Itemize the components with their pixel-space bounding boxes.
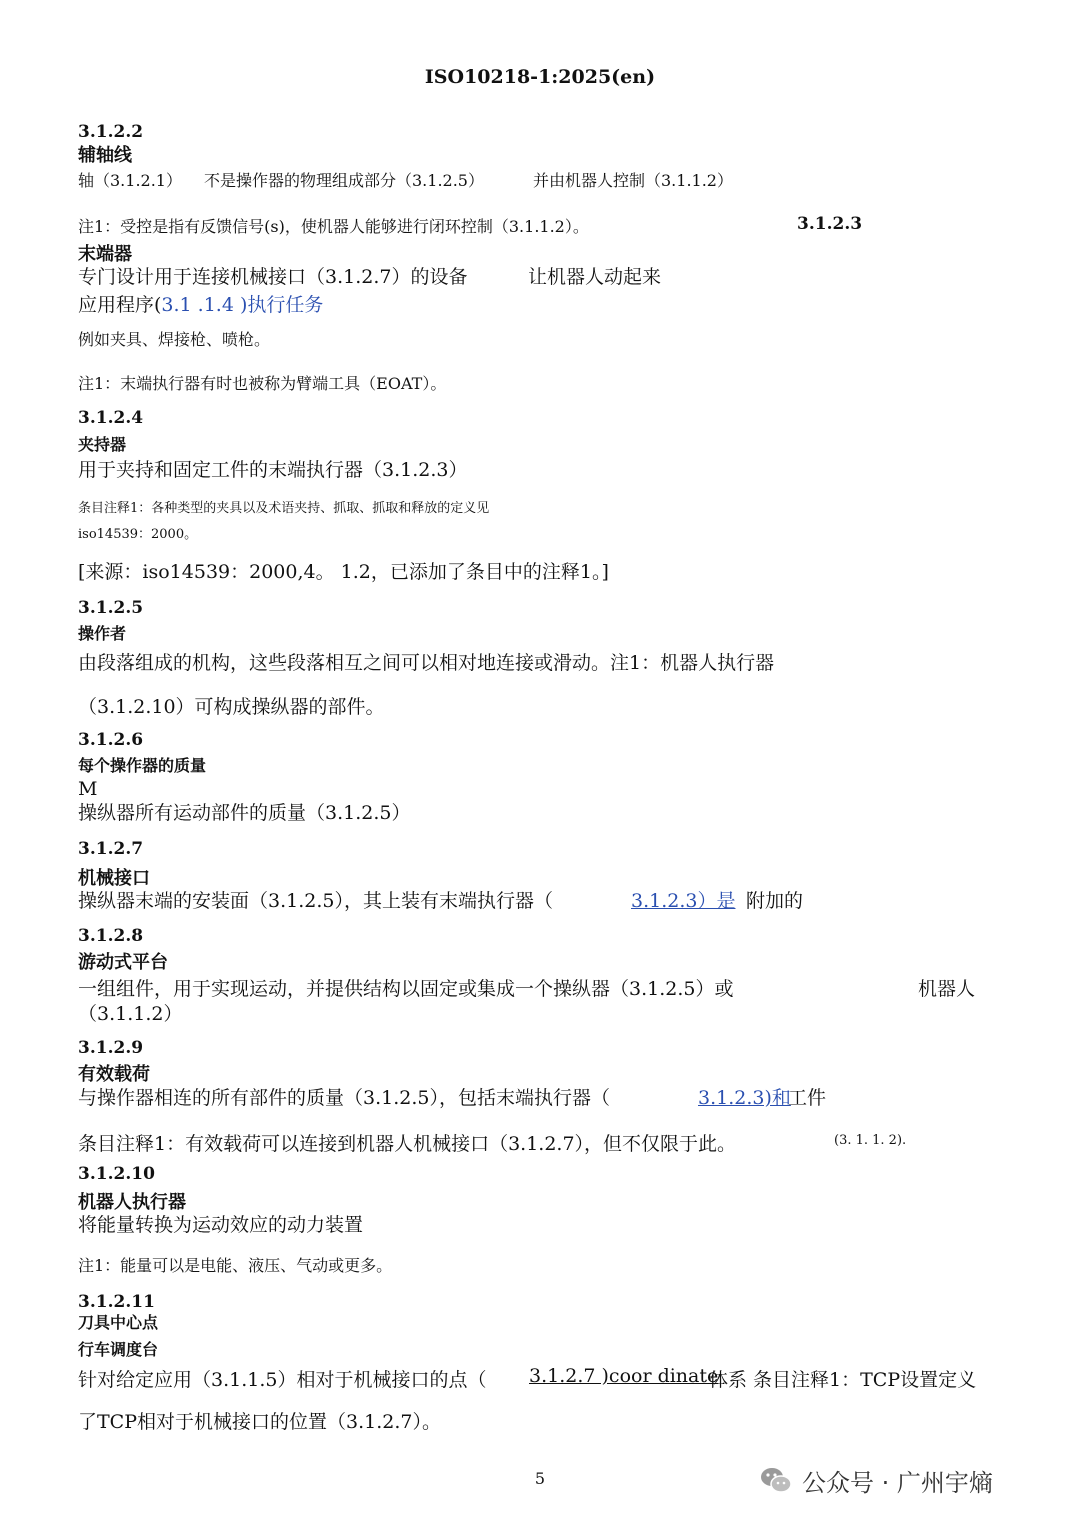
note: 注1：受控是指有反馈信号(s)，使机器人能够进行闭环控制（3.1.1.2）。	[78, 217, 589, 236]
definition-part: 并由机器人控制（3.1.1.2）	[533, 171, 733, 190]
symbol: M	[78, 778, 98, 800]
reference-link[interactable]: 3.1.2.3)和	[698, 1087, 791, 1109]
definition-continued: （3.1.1.2）	[78, 1003, 183, 1025]
reference-link[interactable]: 3.1.2.7 )coor dinate	[529, 1365, 719, 1387]
reference-link[interactable]: 3.1.2.3）是	[631, 890, 736, 912]
note: 注1：末端执行器有时也被称为臂端工具（EOAT）。	[78, 374, 447, 393]
definition-continued: （3.1.2.10）可构成操纵器的部件。	[78, 696, 385, 718]
clause-number: 3.1.2.2	[78, 122, 144, 142]
clause-number: 3.1.2.11	[78, 1292, 155, 1312]
note-reference: (3. 1. 1. 2).	[834, 1133, 907, 1148]
example: 例如夹具、焊接枪、喷枪。	[78, 330, 271, 349]
watermark-text: 公众号 · 广州宇熵	[802, 1468, 993, 1497]
term-title: 有效载荷	[78, 1064, 150, 1085]
document-header: ISO10218-1:2025(en)	[424, 66, 656, 88]
definition-part: 机器人	[918, 978, 976, 1000]
definition-part: 与操作器相连的所有部件的质量（3.1.2.5），包括末端执行器（	[78, 1087, 610, 1109]
note-line: 条目注释1：各种类型的夹具以及术语夹持、抓取、抓取和释放的定义见	[78, 501, 490, 516]
note: 条目注释1：有效载荷可以连接到机器人机械接口（3.1.2.7），但不仅限于此。	[78, 1133, 737, 1155]
term-title: 操作者	[78, 624, 127, 643]
definition-text: 应用程序(	[78, 294, 162, 316]
definition-part: 操纵器末端的安装面（3.1.2.5），其上装有末端执行器（	[78, 890, 553, 912]
watermark	[758, 1462, 993, 1498]
term-title: 刀具中心点	[78, 1313, 159, 1332]
note-line: iso14539：2000。	[78, 527, 198, 542]
definition-part: 专门设计用于连接机械接口（3.1.2.7）的设备	[78, 266, 468, 288]
source: [来源：iso14539：2000,4。 1.2，已添加了条目中的注释1。]	[78, 561, 609, 583]
definition: 操纵器所有运动部件的质量（3.1.2.5）	[78, 802, 411, 824]
term-title: 末端器	[78, 244, 132, 265]
clause-number: 3.1.2.6	[78, 730, 144, 750]
definition-part: 附加的	[746, 890, 804, 912]
clause-number: 3.1.2.5	[78, 598, 144, 618]
definition-part: 让机器人动起来	[528, 266, 662, 288]
term-title: 机械接口	[78, 868, 150, 889]
term-title: 夹持器	[78, 435, 127, 454]
clause-number: 3.1.2.4	[78, 408, 144, 428]
definition-part: 一组组件，用于实现运动，并提供结构以固定或集成一个操纵器（3.1.2.5）或	[78, 978, 734, 1000]
clause-number: 3.1.2.7	[78, 839, 144, 859]
definition-line	[78, 290, 323, 317]
definition: 将能量转换为运动效应的动力装置	[78, 1214, 364, 1236]
wechat-icon	[758, 1462, 794, 1498]
note: 注1：能量可以是电能、液压、气动或更多。	[78, 1256, 393, 1275]
term-title: 机器人执行器	[78, 1192, 186, 1213]
definition-part: 体系 条目注释1：TCP设置定义	[709, 1369, 977, 1391]
definition-continued: 了TCP相对于机械接口的位置（3.1.2.7）。	[78, 1411, 441, 1433]
term-title: 辅轴线	[78, 145, 132, 166]
clause-number: 3.1.2.9	[78, 1038, 144, 1058]
reference-link[interactable]: 3.1 .1.4 )执行任务	[161, 294, 324, 316]
term-title: 游动式平台	[78, 952, 168, 973]
term-title: 每个操作器的质量	[78, 756, 207, 775]
definition-part: 针对给定应用（3.1.1.5）相对于机械接口的点（	[78, 1369, 487, 1391]
term-alternate: 行车调度台	[78, 1340, 159, 1359]
definition-part: 工件	[788, 1087, 827, 1109]
definition: 用于夹持和固定工件的末端执行器（3.1.2.3）	[78, 459, 468, 481]
clause-number: 3.1.2.10	[78, 1164, 155, 1184]
definition: 由段落组成的机构，这些段落相互之间可以相对地连接或滑动。注1：机器人执行器	[78, 652, 775, 674]
clause-number: 3.1.2.8	[78, 926, 144, 946]
definition-part: 轴（3.1.2.1）	[78, 171, 182, 190]
clause-number: 3.1.2.3	[797, 214, 863, 234]
definition-part: 不是操作器的物理组成部分（3.1.2.5）	[204, 171, 484, 190]
page-number: 5	[534, 1469, 546, 1488]
